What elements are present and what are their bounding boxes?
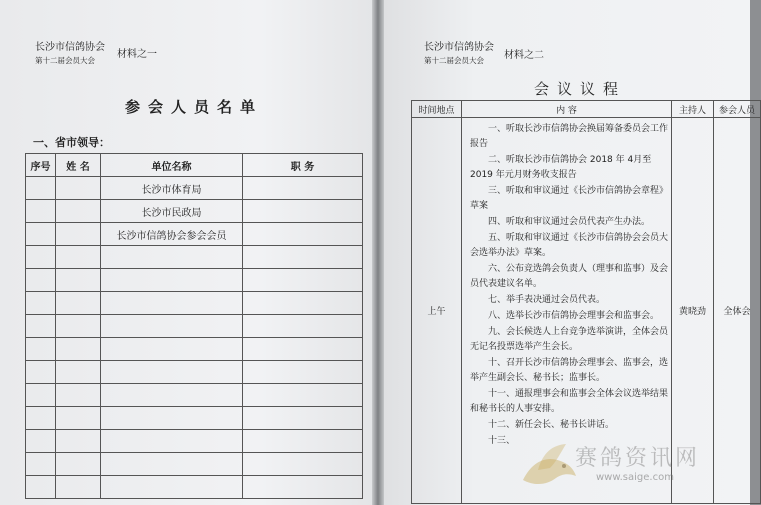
table-row bbox=[26, 453, 363, 476]
agenda-item: 八、选举长沙市信鸽协会理事会和监事会。 bbox=[488, 311, 660, 321]
agenda-item: 四、听取和审议通过会员代表产生办法。 bbox=[488, 217, 651, 227]
page-title: 参会人员名单 bbox=[125, 98, 264, 116]
column-header: 单位名称 bbox=[101, 154, 243, 177]
table-row bbox=[26, 269, 363, 292]
org-name: 长沙市信鸽协会 bbox=[424, 42, 494, 53]
unit-cell: 长沙市民政局 bbox=[101, 200, 243, 223]
left-page bbox=[0, 0, 372, 505]
agenda-item: 七、举手表决通过会员代表。 bbox=[488, 295, 606, 305]
column-header: 参会人员 bbox=[714, 101, 761, 118]
column-header: 序号 bbox=[26, 154, 56, 177]
watermark-text: 赛鸽资讯网 bbox=[575, 446, 701, 471]
agenda-item: 十二、新任会长、秘书长讲话。 bbox=[488, 420, 615, 430]
attendees-cell: 全体会 bbox=[714, 118, 761, 504]
attendee-table bbox=[25, 153, 363, 499]
time-cell: 上午 bbox=[412, 118, 462, 504]
table-row bbox=[26, 476, 363, 499]
table-row bbox=[26, 246, 363, 269]
table-row bbox=[26, 430, 363, 453]
unit-cell: 长沙市体育局 bbox=[101, 177, 243, 200]
column-header: 姓 名 bbox=[56, 154, 101, 177]
material-label: 材料之一 bbox=[117, 49, 157, 60]
agenda-item: 五、听取和审议通过《长沙市信鸽协会会员大会选举办法》草案。 bbox=[470, 233, 669, 258]
table-row bbox=[26, 292, 363, 315]
column-header: 时间地点 bbox=[412, 101, 462, 118]
congress-name: 第十二届会员大会 bbox=[424, 56, 484, 65]
section-heading: 一、省市领导： bbox=[33, 136, 110, 149]
book-gutter bbox=[372, 0, 384, 505]
table-header-row bbox=[26, 154, 363, 177]
table-row bbox=[26, 200, 363, 223]
column-header: 内 容 bbox=[462, 101, 672, 118]
agenda-item: 十、召开长沙市信鸽协会理事会、监事会，选举产生副会长、秘书长；监事长。 bbox=[470, 358, 669, 383]
table-row bbox=[26, 223, 363, 246]
watermark-url: www.saige.com bbox=[596, 472, 674, 483]
table-row bbox=[26, 384, 363, 407]
table-row bbox=[26, 361, 363, 384]
unit-cell: 长沙市信鸽协会参会会员 bbox=[101, 223, 243, 246]
agenda-item: 十三、 bbox=[488, 436, 516, 446]
pigeon-logo-icon bbox=[518, 440, 578, 495]
agenda-item: 九、会长候选人上台竞争选举演讲，全体会员无记名投票选举产生会长。 bbox=[470, 327, 669, 352]
agenda-item: 十一、通报理事会和监事会全体会议选举结果和秘书长的人事安排。 bbox=[470, 389, 669, 414]
material-label: 材料之二 bbox=[504, 50, 544, 61]
agenda-item: 三、听取和审议通过《长沙市信鸽协会章程》草案 bbox=[470, 186, 669, 211]
table-header-row bbox=[412, 101, 761, 118]
column-header: 职 务 bbox=[243, 154, 363, 177]
table-row bbox=[26, 338, 363, 361]
org-name: 长沙市信鸽协会 bbox=[35, 42, 105, 53]
agenda-item: 二、听取长沙市信鸽协会 2018 年 4月至 2019 年元月财务收支报告 bbox=[470, 155, 652, 180]
agenda-item: 六、公布竞选鸽会负责人（理事和监事）及会员代表建议名单。 bbox=[470, 264, 669, 289]
agenda-item: 一、听取长沙市信鸽协会换届筹备委员会工作报告 bbox=[470, 124, 669, 149]
page-title: 会议议程 bbox=[534, 80, 627, 98]
column-header: 主持人 bbox=[672, 101, 714, 118]
right-page bbox=[384, 0, 755, 505]
congress-name: 第十二届会员大会 bbox=[35, 56, 95, 65]
host-cell: 黄晓劲 bbox=[672, 118, 714, 504]
table-row bbox=[26, 177, 363, 200]
table-row bbox=[26, 315, 363, 338]
table-row bbox=[26, 407, 363, 430]
